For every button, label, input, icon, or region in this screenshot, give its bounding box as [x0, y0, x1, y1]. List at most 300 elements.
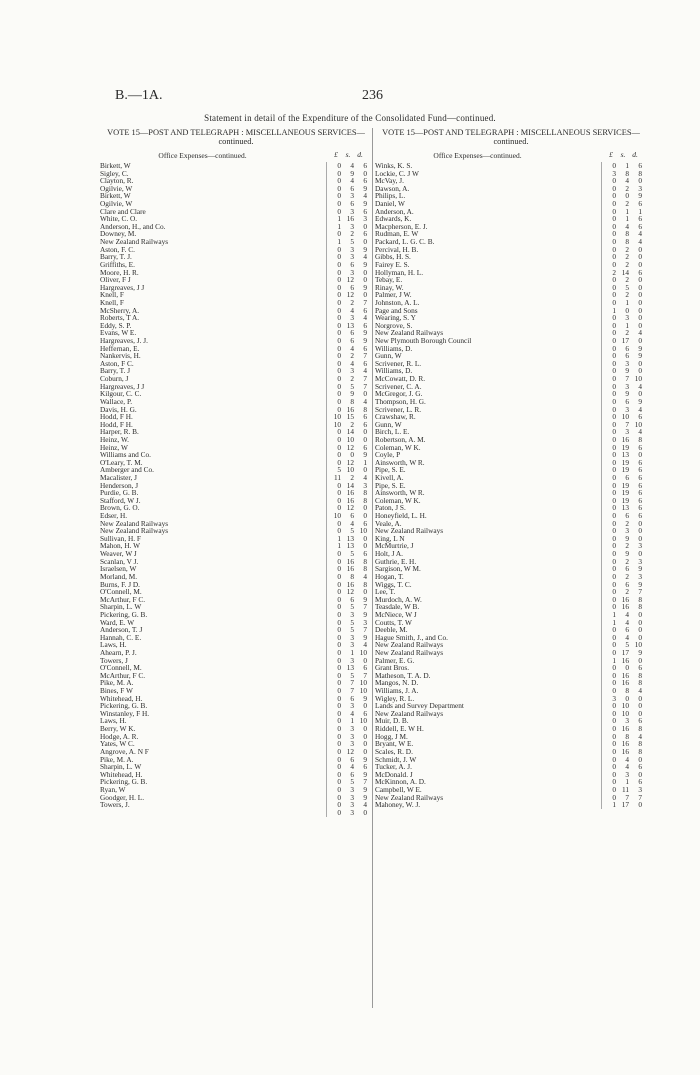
expense-row [375, 177, 647, 185]
amount-pence: 6 [638, 199, 642, 209]
payee-name: Packard, L. G. C. B. [375, 237, 435, 247]
amount-shillings: 8 [625, 168, 629, 178]
amount-shillings: 2 [625, 587, 629, 597]
amount-pence: 8 [638, 739, 642, 749]
expense-row [375, 284, 647, 292]
amount-pounds: 0 [612, 396, 616, 406]
amount-pence: 7 [363, 602, 367, 612]
expense-row [100, 733, 372, 741]
amount-pounds: 1 [337, 221, 341, 231]
payee-name: Gunn, W [375, 351, 402, 361]
amount-pounds: 3 [612, 693, 616, 703]
payee-name: Hargreaves, J J [100, 381, 145, 391]
payee-name: Laws, H. [100, 716, 127, 726]
amount-pounds: 0 [337, 678, 341, 688]
expense-row [100, 801, 372, 809]
payee-name: Murdoch, A. W. [375, 594, 422, 604]
amount-pounds: 0 [337, 617, 341, 627]
amount-shillings: 12 [346, 457, 354, 467]
expense-row [100, 177, 372, 185]
amount-shillings: 6 [625, 579, 629, 589]
amount-pounds: 0 [612, 419, 616, 429]
amount-shillings: 10 [621, 701, 629, 711]
amount-pence: 7 [363, 381, 367, 391]
amount-shillings: 2 [350, 229, 354, 239]
amount-shillings: 0 [350, 450, 354, 460]
expense-row [100, 322, 372, 330]
amount-pence: 6 [638, 762, 642, 772]
payee-name: Nankervis, H. [100, 351, 141, 361]
amount-pence: 0 [638, 366, 642, 376]
amount-pounds: 0 [612, 579, 616, 589]
section-title: Office Expenses—continued. [158, 151, 247, 160]
amount-pounds: 3 [612, 168, 616, 178]
expense-row [100, 246, 372, 254]
expense-row [375, 185, 647, 193]
amount-pence: 8 [638, 168, 642, 178]
expense-row [100, 307, 372, 315]
amount-pence: 0 [363, 511, 367, 521]
amount-pence: 0 [363, 655, 367, 665]
amount-shillings: 2 [625, 328, 629, 338]
amount-pounds: 0 [612, 313, 616, 323]
payee-name: O'Connell, M. [100, 587, 142, 597]
amount-pence: 4 [363, 472, 367, 482]
payee-name: Scanlan, V J. [100, 556, 139, 566]
amount-pence: 7 [638, 587, 642, 597]
unit-headings [605, 150, 645, 159]
payee-name: King, L N [375, 533, 405, 543]
amount-pounds: 0 [337, 792, 341, 802]
amount-shillings: 2 [625, 518, 629, 528]
amount-pence: 6 [363, 518, 367, 528]
amount-shillings: 16 [346, 579, 354, 589]
amount-pence: 0 [638, 769, 642, 779]
payee-name: Coleman, W K. [375, 442, 421, 452]
amount-pence: 9 [638, 191, 642, 201]
amount-shillings: 14 [346, 427, 354, 437]
expense-list [375, 162, 647, 809]
amount-shillings: 6 [625, 511, 629, 521]
amount-shillings: 5 [350, 549, 354, 559]
amount-shillings: 0 [625, 663, 629, 673]
amount-shillings: 4 [350, 518, 354, 528]
amount-pence: 4 [638, 328, 642, 338]
amount-shillings: 13 [346, 663, 354, 673]
expense-row [375, 611, 647, 619]
amount-shillings: 3 [350, 807, 354, 817]
amount-pounds: 0 [337, 434, 341, 444]
page-number: 236 [362, 88, 383, 103]
payee-name: Bryant, W E. [375, 739, 414, 749]
amount-pence: 0 [638, 297, 642, 307]
payee-name: Birkett, W [100, 191, 131, 201]
expense-row [100, 717, 372, 725]
amount-pence: 0 [638, 754, 642, 764]
amount-pounds: 0 [337, 518, 341, 528]
amount-shillings: 1 [625, 777, 629, 787]
payee-name: Barry, T. J. [100, 252, 132, 262]
amount-pence: 8 [363, 564, 367, 574]
amount-pounds: 0 [612, 587, 616, 597]
payee-name: Pickering, G. B. [100, 609, 148, 619]
amount-pounds: 0 [612, 297, 616, 307]
amount-pounds: 0 [337, 381, 341, 391]
amount-pounds: 1 [337, 237, 341, 247]
payee-name: New Plymouth Borough Council [375, 336, 472, 346]
amount-pounds: 0 [612, 320, 616, 330]
payee-name: O'Connell, M. [100, 663, 142, 673]
payee-name: Winks, K. S. [375, 161, 413, 170]
amount-pence: 0 [638, 518, 642, 528]
payee-name: Palmer, J W. [375, 290, 412, 300]
expense-row [100, 428, 372, 436]
amount-pence: 4 [638, 427, 642, 437]
amount-shillings: 5 [350, 602, 354, 612]
amount-shillings: 6 [625, 396, 629, 406]
payee-name: Honeyfield, L. H. [375, 511, 427, 521]
expense-row [375, 337, 647, 345]
amount-pence: 4 [638, 229, 642, 239]
amount-shillings: 6 [350, 183, 354, 193]
payee-name: Tebay, E. [375, 275, 403, 285]
payee-name: Morland, M. [100, 571, 138, 581]
payee-name: Williams, D. [375, 366, 413, 376]
amount-pounds: 0 [612, 214, 616, 224]
expense-row [375, 512, 647, 520]
amount-shillings: 4 [350, 161, 354, 170]
payee-name: Pickering, G. B. [100, 701, 148, 711]
amount-pounds: 0 [337, 686, 341, 696]
amount-pence: 0 [638, 617, 642, 627]
payee-name: Pike, M. A. [100, 678, 134, 688]
amount-pounds: 0 [612, 282, 616, 292]
amount-pence: 0 [638, 259, 642, 269]
payee-name: Riddell, E. W H. [375, 724, 424, 734]
amount-pounds: 0 [612, 769, 616, 779]
amount-pounds: 0 [337, 648, 341, 657]
payee-name: Davis, H. G. [100, 404, 137, 414]
column-divider [372, 128, 373, 1008]
amount-shillings: 17 [621, 336, 629, 346]
payee-name: Scrivener, L. R. [375, 404, 422, 414]
expense-row [375, 413, 647, 421]
payee-name: Percival, H. B. [375, 244, 419, 254]
amount-pounds: 0 [612, 739, 616, 749]
expense-row [375, 740, 647, 748]
amount-shillings: 6 [350, 199, 354, 209]
amount-shillings: 0 [625, 191, 629, 201]
amount-pounds: 0 [337, 716, 341, 726]
amount-pounds: 0 [612, 206, 616, 216]
expense-row [100, 634, 372, 642]
payee-name: McDonald. J [375, 769, 413, 779]
amount-shillings: 6 [625, 564, 629, 574]
amount-pence: 7 [363, 777, 367, 787]
amount-pence: 10 [359, 686, 367, 696]
expense-row [100, 314, 372, 322]
amount-pence: 6 [638, 480, 642, 490]
amount-pounds: 0 [612, 488, 616, 498]
amount-shillings: 5 [350, 526, 354, 536]
amount-pence: 10 [634, 419, 642, 429]
amount-pence: 6 [638, 488, 642, 498]
amount-pounds: 0 [612, 495, 616, 505]
amount-pounds: 0 [337, 564, 341, 574]
amount-pence: 6 [363, 206, 367, 216]
amount-pence: 6 [363, 358, 367, 368]
expense-row [375, 733, 647, 741]
payee-name: Mahoney, W. J. [375, 800, 421, 810]
payee-name: Wallace, P. [100, 396, 133, 406]
amount-pounds: 0 [337, 206, 341, 216]
amount-pence: 0 [638, 244, 642, 254]
amount-shillings: 4 [350, 358, 354, 368]
amount-pounds: 0 [337, 305, 341, 315]
amount-pence: 3 [363, 617, 367, 627]
amount-pounds: 0 [612, 290, 616, 300]
amount-shillings: 15 [346, 412, 354, 422]
amount-pounds: 0 [612, 640, 616, 650]
amount-pounds: 0 [337, 602, 341, 612]
amount-shillings: 10 [621, 412, 629, 422]
amount-pence: 8 [363, 556, 367, 566]
amount-pence: 4 [363, 571, 367, 581]
amount-pence: 9 [638, 648, 642, 657]
payee-name: Ryan, W [100, 784, 126, 794]
amount-shillings: 8 [625, 237, 629, 247]
amount-pence: 9 [638, 351, 642, 361]
amount-pounds: 0 [337, 275, 341, 285]
amount-pence: 6 [363, 320, 367, 330]
expense-row [100, 162, 372, 170]
amount-pence: 0 [363, 427, 367, 437]
expense-row [100, 436, 372, 444]
amount-pence: 7 [363, 670, 367, 680]
amount-pounds: 0 [337, 351, 341, 361]
amount-pence: 6 [638, 511, 642, 521]
amount-pounds: 0 [337, 404, 341, 414]
amount-pence: 6 [638, 503, 642, 513]
payee-name: Roberts, T A. [100, 313, 140, 323]
amount-pence: 0 [638, 549, 642, 559]
payee-name: Knell, F [100, 297, 124, 307]
amount-pounds: 0 [612, 457, 616, 467]
amount-pence: 9 [363, 328, 367, 338]
amount-pence: 7 [363, 625, 367, 635]
amount-shillings: 8 [625, 731, 629, 741]
expense-row [100, 337, 372, 345]
payee-name: Kilgour, C. C. [100, 389, 142, 399]
amount-shillings: 16 [346, 404, 354, 414]
expense-row [375, 756, 647, 764]
amount-shillings: 16 [621, 746, 629, 756]
payee-name: Sharpin, L. W [100, 762, 142, 772]
amount-shillings: 3 [350, 724, 354, 734]
amount-pence: 0 [638, 320, 642, 330]
amount-shillings: 16 [621, 594, 629, 604]
expense-row [100, 390, 372, 398]
amount-pounds: 0 [337, 358, 341, 368]
amount-shillings: 4 [625, 176, 629, 186]
amount-shillings: 19 [621, 457, 629, 467]
amount-pounds: 0 [612, 701, 616, 711]
amount-pence: 6 [638, 457, 642, 467]
amount-shillings: 7 [625, 419, 629, 429]
payee-name: Hogan, T. [375, 571, 404, 581]
amount-pounds: 1 [337, 541, 341, 551]
amount-shillings: 2 [350, 374, 354, 384]
amount-pence: 0 [638, 533, 642, 543]
amount-pence: 4 [638, 237, 642, 247]
amount-pence: 4 [363, 640, 367, 650]
amount-pence: 3 [363, 480, 367, 490]
amount-pounds: 0 [612, 663, 616, 673]
amount-pounds: 0 [337, 708, 341, 718]
amount-shillings: 6 [625, 343, 629, 353]
expense-row [375, 649, 647, 657]
amount-pounds: 0 [612, 746, 616, 756]
payee-name: New Zealand Railways [375, 640, 444, 650]
amount-shillings: 11 [621, 784, 629, 794]
amount-shillings: 6 [350, 693, 354, 703]
amount-shillings: 6 [350, 259, 354, 269]
amount-shillings: 17 [621, 800, 629, 810]
payee-name: Hodd, F H. [100, 419, 133, 429]
payee-name: Matheson, T. A. D. [375, 670, 431, 680]
expense-row [100, 474, 372, 482]
amount-pence: 0 [638, 655, 642, 665]
amount-pounds: 0 [612, 571, 616, 581]
amount-pence: 6 [363, 708, 367, 718]
amount-pence: 0 [363, 739, 367, 749]
payee-name: McMurtrie, J [375, 541, 414, 551]
amount-pounds: 0 [337, 746, 341, 756]
payee-name: New Zealand Railways [100, 526, 169, 536]
amount-shillings: 19 [621, 465, 629, 475]
payee-name: Aston, F C. [100, 358, 134, 368]
amount-rule [601, 801, 602, 809]
amount-pounds: 0 [612, 412, 616, 422]
expense-row [100, 185, 372, 193]
amount-pounds: 0 [337, 800, 341, 810]
payee-name: Scales, R. D. [375, 746, 413, 756]
amount-pence: 0 [363, 267, 367, 277]
expense-row [375, 466, 647, 474]
amount-shillings: 1 [625, 214, 629, 224]
amount-pounds: 0 [337, 389, 341, 399]
expense-row [100, 406, 372, 414]
expense-row [375, 725, 647, 733]
amount-pounds: 0 [337, 663, 341, 673]
amount-shillings: 7 [350, 678, 354, 688]
amount-shillings: 9 [625, 549, 629, 559]
payee-name: Clare and Clare [100, 206, 146, 216]
expense-row [375, 269, 647, 277]
amount-pence: 4 [363, 366, 367, 376]
amount-shillings: 4 [625, 762, 629, 772]
amount-shillings: 12 [346, 442, 354, 452]
amount-pounds: 0 [612, 754, 616, 764]
amount-shillings: 10 [346, 434, 354, 444]
amount-pounds: 0 [337, 670, 341, 680]
payee-name: Pike, M. A. [100, 754, 134, 764]
payee-name: Aston, F. C. [100, 244, 135, 254]
expense-row [100, 748, 372, 756]
amount-pounds: 0 [337, 244, 341, 254]
amount-pence: 0 [638, 389, 642, 399]
amount-shillings: 6 [350, 336, 354, 346]
amount-shillings: 19 [621, 488, 629, 498]
amount-pounds: 0 [612, 472, 616, 482]
amount-pounds: 0 [337, 526, 341, 536]
amount-pence: 8 [638, 602, 642, 612]
payee-name: Edwards, K. [375, 214, 412, 224]
amount-shillings: 16 [346, 214, 354, 224]
amount-pence: 8 [638, 434, 642, 444]
section-header [100, 149, 372, 162]
amount-shillings: 3 [350, 252, 354, 262]
amount-pence: 9 [638, 396, 642, 406]
amount-shillings: 10 [621, 708, 629, 718]
amount-pounds: 0 [337, 282, 341, 292]
amount-pounds: 1 [612, 655, 616, 665]
payee-name: Anderson, T. J [100, 625, 143, 635]
amount-shillings: 3 [350, 366, 354, 376]
document-reference: B.—1A. [115, 88, 163, 103]
amount-shillings: 1 [625, 206, 629, 216]
payee-name: McNiece, W J [375, 609, 417, 619]
payee-name: Fairey E. S. [375, 259, 410, 269]
amount-shillings: 13 [346, 541, 354, 551]
expense-row [100, 535, 372, 543]
amount-pounds: 0 [612, 632, 616, 642]
amount-pence: 0 [638, 526, 642, 536]
amount-pounds: 1 [337, 214, 341, 224]
amount-pence: 0 [363, 503, 367, 513]
amount-shillings: 3 [625, 358, 629, 368]
amount-pence: 0 [638, 275, 642, 285]
payee-name: Weaver, W J [100, 549, 137, 559]
amount-pounds: 10 [333, 511, 341, 521]
amount-pence: 0 [363, 221, 367, 231]
amount-pence: 9 [363, 609, 367, 619]
amount-shillings: 9 [625, 389, 629, 399]
amount-shillings: 2 [350, 297, 354, 307]
amount-pounds: 0 [337, 442, 341, 452]
amount-pence: 1 [638, 206, 642, 216]
amount-pounds: 0 [612, 244, 616, 254]
amount-pounds: 0 [337, 762, 341, 772]
payee-name: Oliver, F J [100, 275, 131, 285]
pence-heading: d. [357, 150, 363, 159]
amount-shillings: 16 [346, 495, 354, 505]
amount-pounds: 0 [612, 594, 616, 604]
amount-pounds: 0 [337, 396, 341, 406]
payee-name: Scrivener, R. L. [375, 358, 422, 368]
amount-shillings: 4 [350, 708, 354, 718]
amount-shillings: 6 [350, 511, 354, 521]
amount-pence: 10 [359, 678, 367, 688]
expense-row [375, 581, 647, 589]
amount-pence: 8 [363, 488, 367, 498]
amount-shillings: 2 [625, 252, 629, 262]
expense-list [100, 162, 372, 816]
amount-shillings: 3 [350, 701, 354, 711]
amount-shillings: 19 [621, 495, 629, 505]
amount-pence: 4 [363, 252, 367, 262]
amount-pence: 0 [363, 465, 367, 475]
